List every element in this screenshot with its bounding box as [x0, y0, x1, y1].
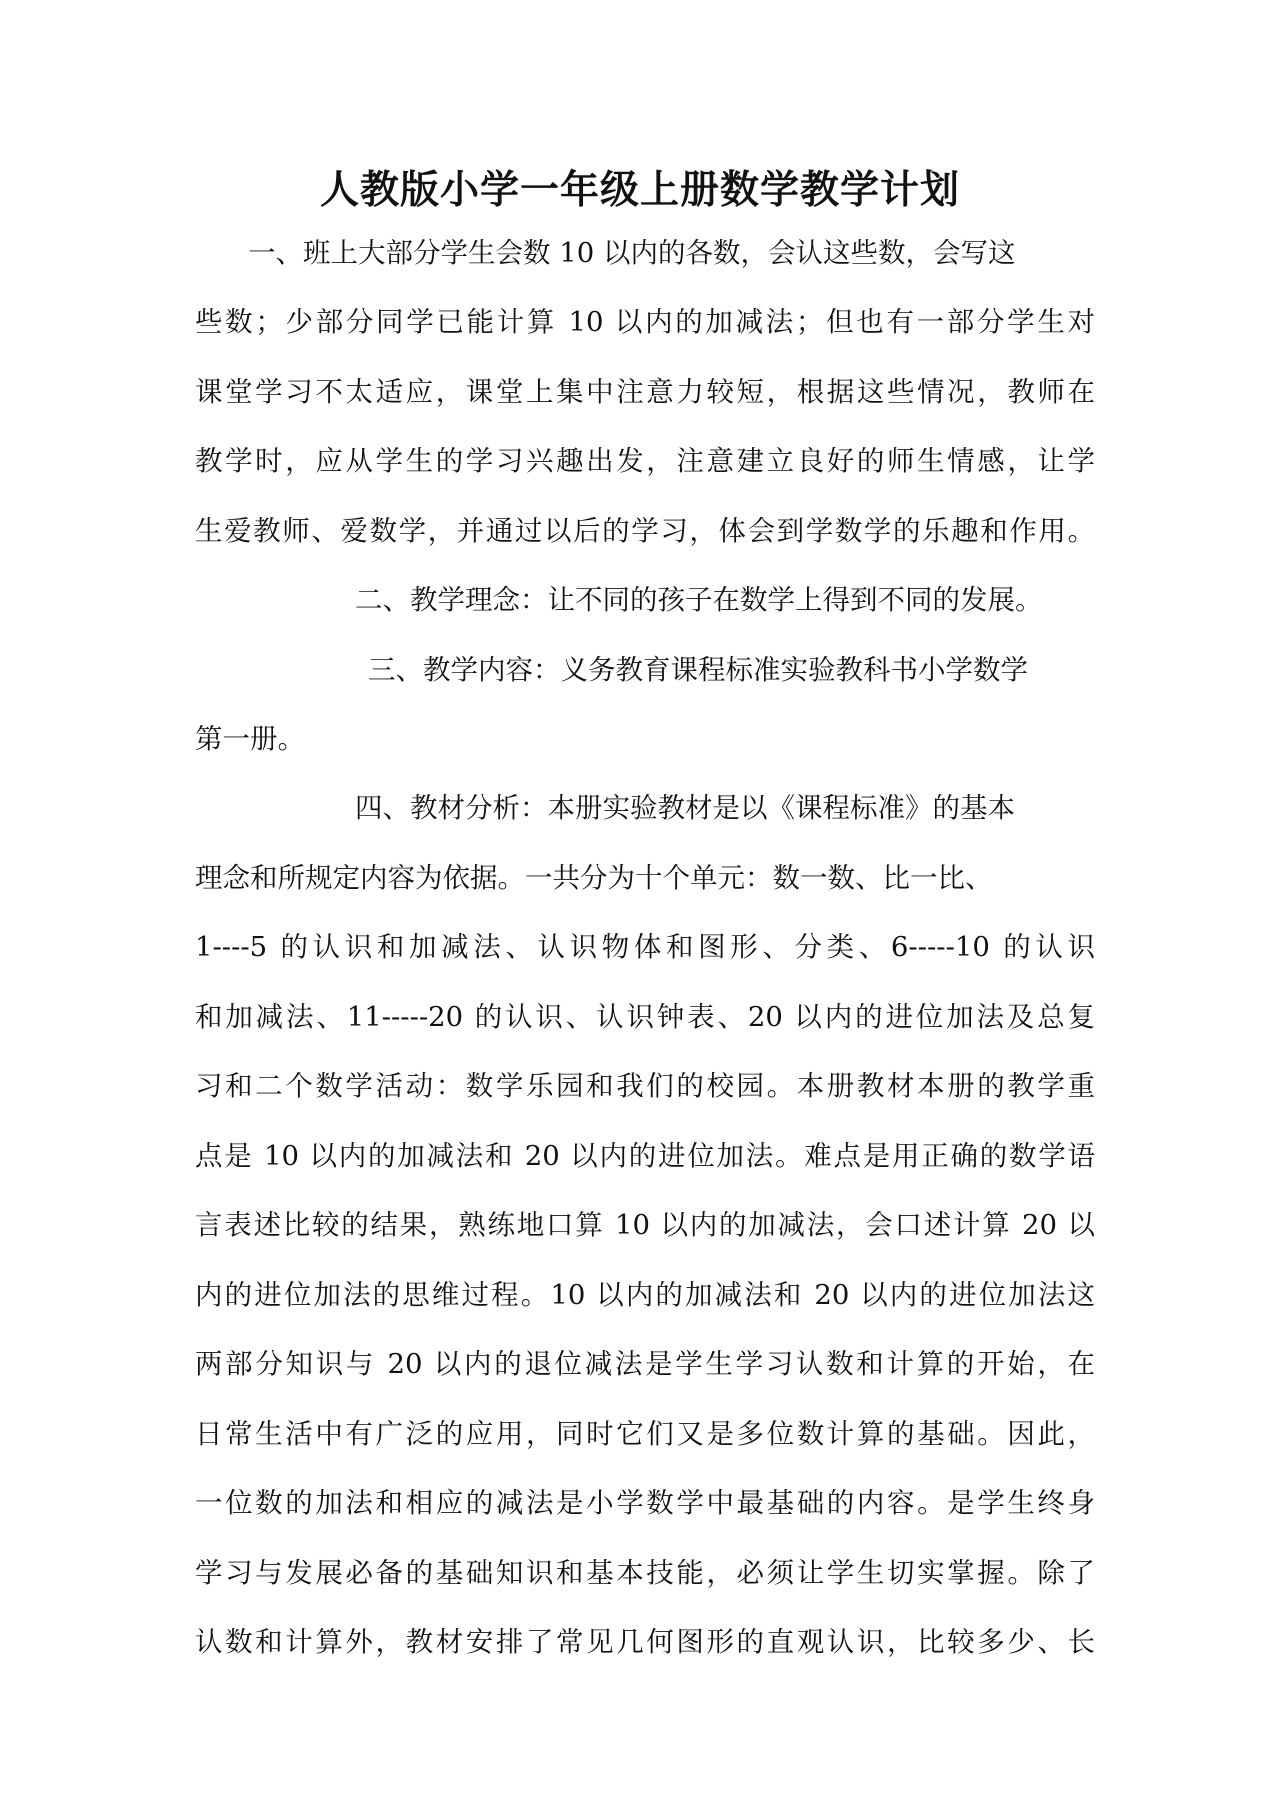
paragraph-line: 两部分知识与 20 以内的退位减法是学生学习认数和计算的开始，在: [195, 1348, 1095, 1380]
paragraph-line: 内的进位加法的思维过程。10 以内的加减法和 20 以内的进位加法这: [195, 1279, 1095, 1311]
paragraph-line: 理念和所规定内容为依据。一共分为十个单元：数一数、比一比、: [195, 862, 993, 894]
paragraph-line: 1----5 的认识和加减法、认识物体和图形、分类、6-----10 的认识: [195, 931, 1095, 963]
paragraph-line: 一、班上大部分学生会数 10 以内的各数，会认这些数，会写这: [248, 237, 1016, 269]
paragraph-line: 二、教学理念：让不同的孩子在数学上得到不同的发展。: [355, 584, 1043, 616]
paragraph-line: 三、教学内容：义务教育课程标准实验教科书小学数学: [368, 654, 1028, 686]
paragraph-line: 日常生活中有广泛的应用，同时它们又是多位数计算的基础。因此，: [195, 1418, 1095, 1450]
paragraph-line: 些数；少部分同学已能计算 10 以内的加减法；但也有一部分学生对: [195, 306, 1095, 338]
paragraph-line: 第一册。: [195, 723, 305, 755]
paragraph-line: 生爱教师、爱数学，并通过以后的学习，体会到学数学的乐趣和作用。: [195, 515, 1095, 547]
paragraph-line: 认数和计算外，教材安排了常见几何图形的直观认识，比较多少、长: [195, 1626, 1095, 1658]
paragraph-line: 课堂学习不太适应，课堂上集中注意力较短，根据这些情况，教师在: [195, 376, 1095, 408]
paragraph-line: 学习与发展必备的基础知识和基本技能，必须让学生切实掌握。除了: [195, 1557, 1095, 1589]
paragraph-line: 四、教材分析：本册实验教材是以《课程标准》的基本: [355, 792, 1015, 824]
document-title: 人教版小学一年级上册数学教学计划: [319, 167, 960, 213]
paragraph-line: 习和二个数学活动：数学乐园和我们的校园。本册教材本册的教学重: [195, 1070, 1095, 1102]
paragraph-line: 点是 10 以内的加减法和 20 以内的进位加法。难点是用正确的数学语: [195, 1140, 1095, 1172]
paragraph-line: 一位数的加法和相应的减法是小学数学中最基础的内容。是学生终身: [195, 1487, 1095, 1519]
paragraph-line: 教学时，应从学生的学习兴趣出发，注意建立良好的师生情感，让学: [195, 445, 1095, 477]
paragraph-line: 和加减法、11-----20 的认识、认识钟表、20 以内的进位加法及总复: [195, 1001, 1095, 1033]
paragraph-line: 言表述比较的结果，熟练地口算 10 以内的加减法，会口述计算 20 以: [195, 1209, 1095, 1241]
